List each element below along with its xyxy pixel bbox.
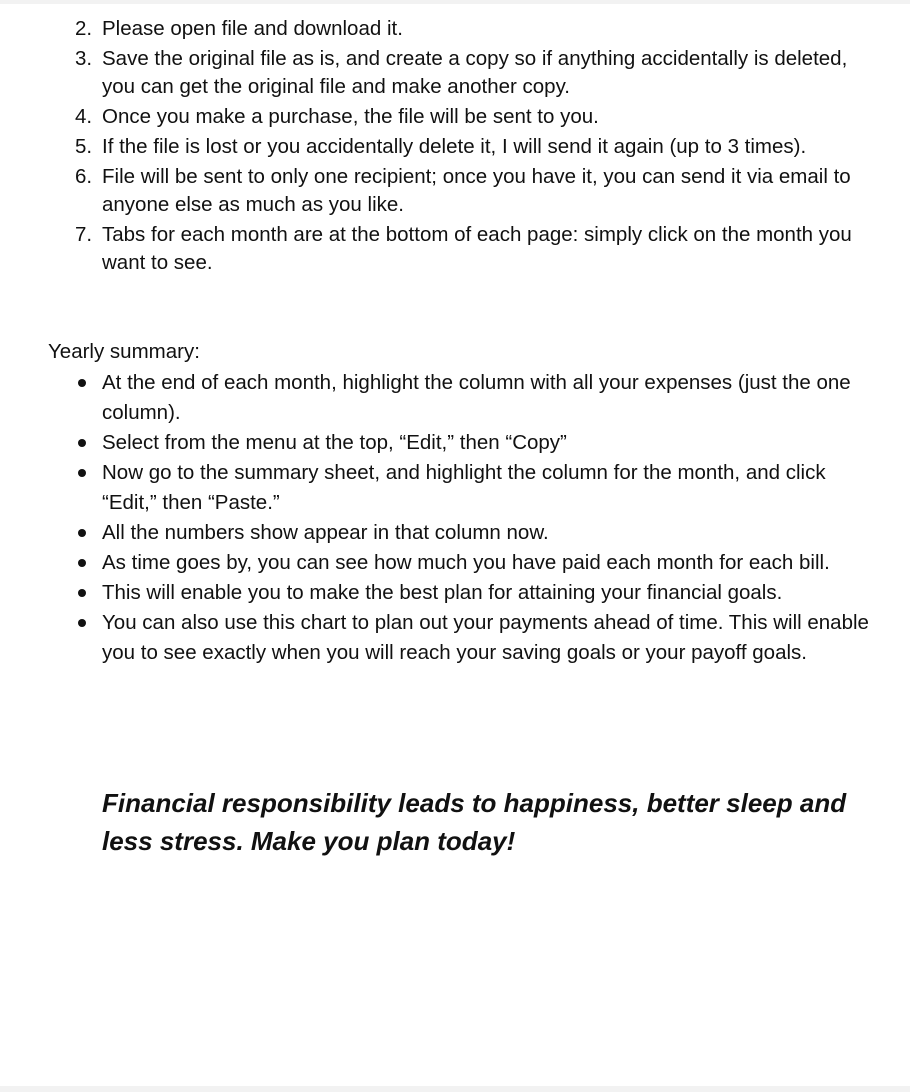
bullet-icon <box>78 529 86 537</box>
bullet-item <box>0 548 870 578</box>
list-item <box>0 133 860 161</box>
item-text: File will be sent to only one recipient; once you have it, you can send it via email to anyone else as much as you like. <box>102 165 851 216</box>
item-text: Once you make a purchase, the file will be sent to you. <box>102 105 599 128</box>
bullet-text: At the end of each month, highlight the column with all your expenses (just the one column). <box>102 371 851 424</box>
list-item <box>0 103 860 131</box>
list-item <box>0 45 860 101</box>
item-text: Please open file and download it. <box>102 17 403 40</box>
item-number: 2. <box>75 17 93 40</box>
bullet-item <box>0 458 870 518</box>
bullet-item <box>0 578 870 608</box>
item-number: 6. <box>75 165 93 188</box>
bullet-item <box>0 608 870 668</box>
item-text: Tabs for each month are at the bottom of each page: simply click on the month you want to see. <box>102 223 852 274</box>
bullet-text: All the numbers show appear in that column now. <box>102 521 549 544</box>
item-number: 7. <box>75 223 93 246</box>
bullet-icon <box>78 469 86 477</box>
item-number: 4. <box>75 105 93 128</box>
bullet-item <box>0 518 870 548</box>
item-number: 3. <box>75 47 93 70</box>
list-item <box>0 221 860 277</box>
item-number: 5. <box>75 135 93 158</box>
bullet-icon <box>78 379 86 387</box>
yearly-summary-list <box>0 368 870 668</box>
list-item <box>0 163 860 219</box>
bullet-text: As time goes by, you can see how much you have paid each month for each bill. <box>102 551 830 574</box>
bullet-text: Select from the menu at the top, “Edit,” then “Copy” <box>102 431 567 454</box>
bullet-icon <box>78 589 86 597</box>
item-text: Save the original file as is, and create a copy so if anything accidentally is deleted, you can get the original file and make another copy. <box>102 47 848 98</box>
bullet-text: You can also use this chart to plan out your payments ahead of time. This will enable you to see exactly when you will reach your saving goals or your payoff goals. <box>102 611 869 664</box>
item-text: If the file is lost or you accidentally delete it, I will send it again (up to 3 times). <box>102 135 807 158</box>
bullet-icon <box>78 619 86 627</box>
bullet-icon <box>78 559 86 567</box>
bullet-text: This will enable you to make the best plan for attaining your financial goals. <box>102 581 783 604</box>
motto-text: Financial responsibility leads to happiness, better sleep and less stress. Make you plan today! <box>102 788 847 856</box>
instructions-list <box>0 15 860 279</box>
document-page <box>0 4 910 1086</box>
list-item <box>0 15 860 43</box>
bullet-item <box>0 428 870 458</box>
bullet-item <box>0 368 870 428</box>
bullet-text: Now go to the summary sheet, and highlight the column for the month, and click “Edit,” then “Paste.” <box>102 461 826 514</box>
bullet-icon <box>78 439 86 447</box>
yearly-summary-heading: Yearly summary: <box>48 340 200 363</box>
